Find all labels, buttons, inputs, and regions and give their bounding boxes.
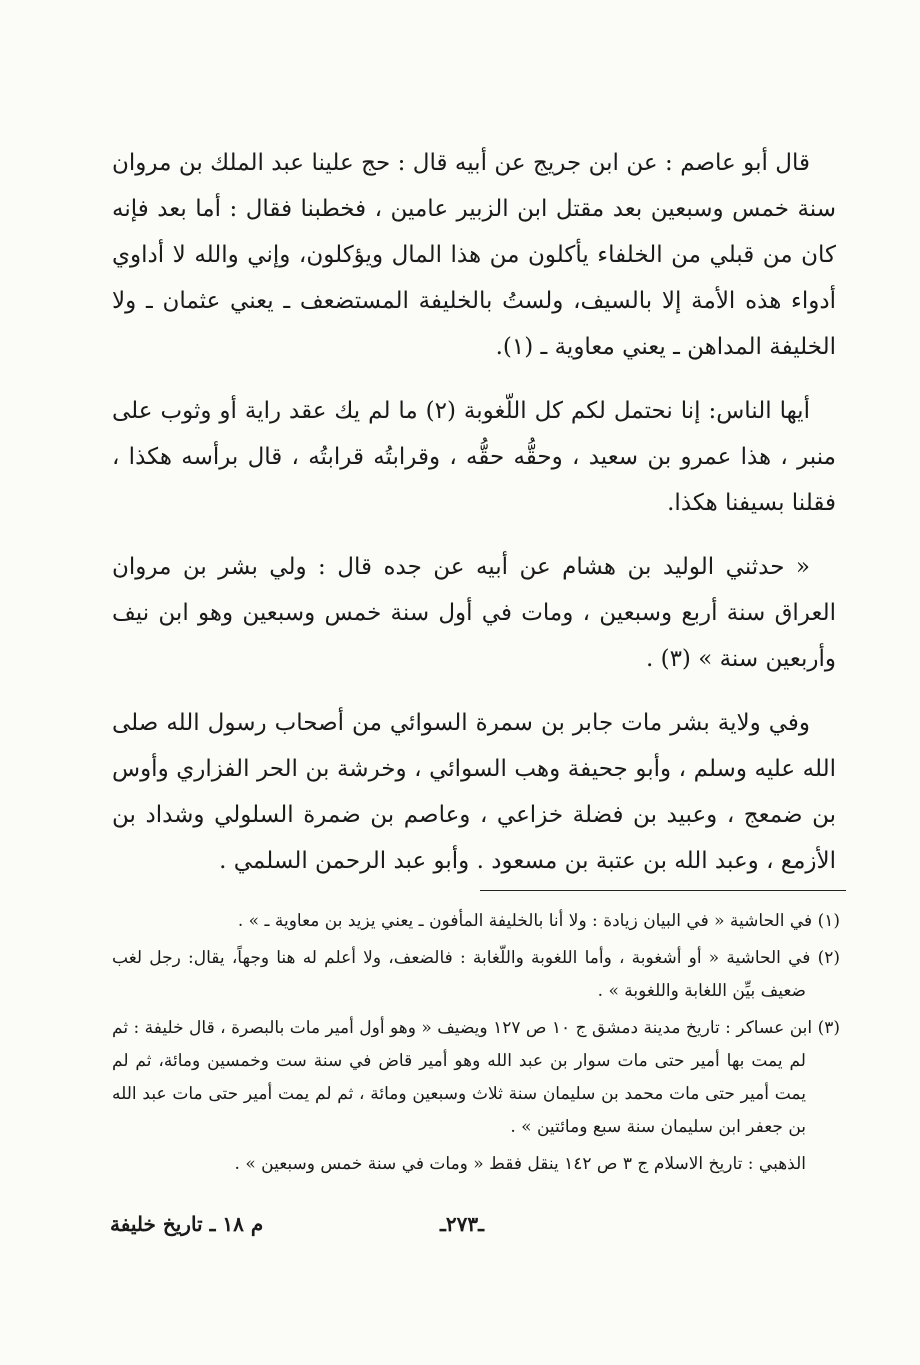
page-footer xyxy=(110,1212,836,1252)
footnotes xyxy=(112,905,840,1181)
footnote-3-continuation: الذهبي : تاريخ الاسلام ج ٣ ص ١٤٢ ينقل فقط « ومات في سنة خمس وسبعين » . xyxy=(234,1154,806,1174)
footnote-separator xyxy=(480,890,846,891)
paragraph-2: أيها الناس: إنا نحتمل لكم كل اللّغوبة (٢) ما لم يك عقد راية أو وثوب على منبر ، هذا عمرو بن سعيد ، وحقُّه حقُّه ، وقرابتُه قرابتُه ، قال برأسه هكذا ، فقلنا بسيفنا هكذا. xyxy=(112,398,836,516)
paragraph-3: « حدثني الوليد بن هشام عن أبيه عن جده قال : ولي بشر بن مروان العراق سنة أربع وسبعين ، ومات في أول سنة خمس وسبعين وهو ابن نيف وأربعين سنة » (٣) . xyxy=(112,554,836,672)
footnote-3: (٣) ابن عساكر : تاريخ مدينة دمشق ج ١٠ ص ١٢٧ ويضيف « وهو أول أمير مات بالبصرة ، قال خليفة : ثم لم يمت بها أمير حتى مات سوار بن عبد الله وهو أمير قاض في سنة ست وخمسين ومائة، ثم لم يمت أمير حتى مات محمد بن سليمان سنة ثلاث وسبعين ومائة ، ثم لم يمت أمير حتى مات عبد الله بن جعفر ابن سليمان سنة سبع ومائتين » . xyxy=(112,1018,840,1137)
paragraph-1: قال أبو عاصم : عن ابن جريج عن أبيه قال : حج علينا عبد الملك بن مروان سنة خمس وسبعين بعد مقتل ابن الزبير عامين ، فخطبنا فقال : أما بعد فإنه كان من قبلي من الخلفاء يأكلون من هذا المال ويؤكلون، وإني والله لا أداوي أدواء هذه الأمة إلا بالسيف، ولستُ بالخليفة المستضعف ـ يعني عثمان ـ ولا الخليفة المداهن ـ يعني معاوية ـ (١). xyxy=(112,150,836,360)
page-number: ـ٢٧٣ـ xyxy=(440,1212,484,1236)
signature-mark: م ١٨ ـ تاريخ خليفة xyxy=(110,1212,264,1236)
paragraph-4: وفي ولاية بشر مات جابر بن سمرة السوائي من أصحاب رسول الله صلى الله عليه وسلم ، وأبو جحيفة وهب السوائي ، وخرشة بن الحر الفزاري وأوس بن ضمعج ، وعبيد بن فضلة خزاعي ، وعاصم بن ضمرة السلولي وشداد بن الأزمع ، وعبد الله بن عتبة بن مسعود . وأبو عبد الرحمن السلمي . xyxy=(112,710,836,874)
footnote-1: (١) في الحاشية « في البيان زيادة : ولا أنا بالخليفة المأفون ـ يعني يزيد بن معاوية ـ » . xyxy=(237,911,840,931)
main-text xyxy=(112,140,836,902)
footnote-2: (٢) في الحاشية « أو أشغوبة ، وأما اللغوبة واللّغابة : فالضعف، ولا أعلم له هنا وجهاً، يقال: رجل لغب ضعيف بيِّن اللغابة واللغوبة » . xyxy=(112,948,840,1001)
